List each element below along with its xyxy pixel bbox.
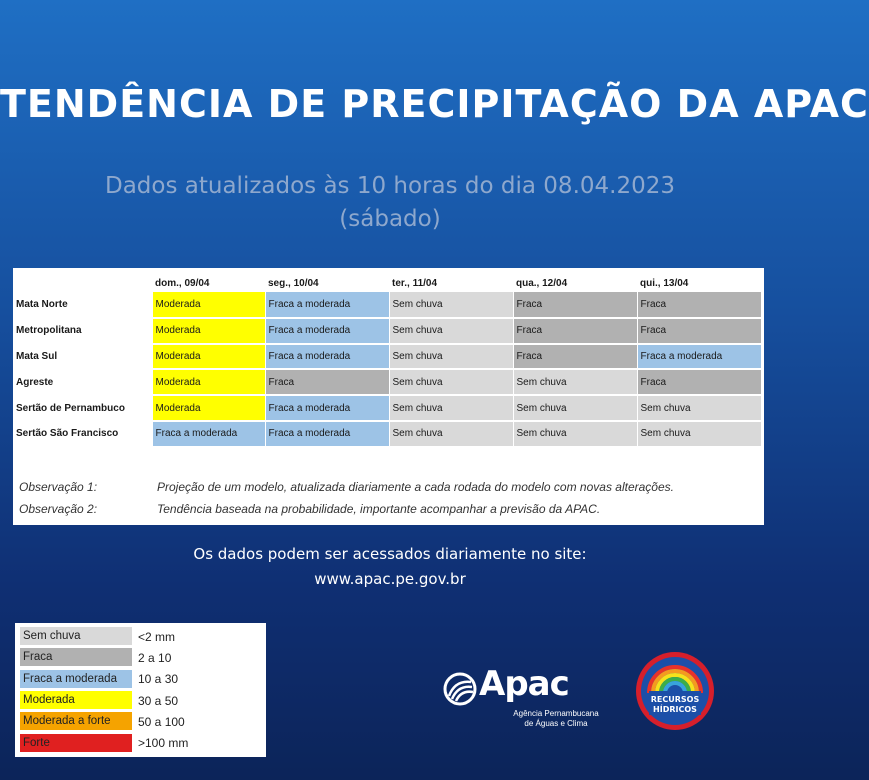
trend-cell: Sem chuva [513, 421, 637, 447]
trend-cell: Fraca a moderada [265, 395, 389, 421]
trend-cell: Sem chuva [389, 369, 513, 395]
legend-item [20, 732, 261, 753]
table-row [13, 395, 761, 421]
table-row [13, 292, 761, 318]
table-header-row [13, 274, 761, 292]
update-subtitle-line2: (sábado) [339, 206, 441, 232]
page-title: TENDÊNCIA DE PRECIPITAÇÃO DA APAC [0, 82, 869, 126]
update-subtitle [0, 170, 780, 236]
trend-cell: Fraca a moderada [152, 421, 265, 447]
trend-cell: Fraca [513, 292, 637, 318]
trend-cell: Fraca a moderada [637, 344, 761, 370]
site-note: Os dados podem ser acessados diariamente no site: [193, 545, 587, 563]
column-header: ter., 11/04 [392, 277, 438, 289]
legend-item [20, 647, 261, 668]
observation-text: Projeção de um modelo, atualizada diariamente a cada rodada do modelo com novas alterações. [157, 480, 674, 494]
legend-item [20, 690, 261, 711]
legend-swatch: Moderada [20, 691, 132, 710]
legend-item [20, 669, 261, 690]
observation-2 [19, 502, 600, 516]
trend-cell: Sem chuva [389, 421, 513, 447]
trend-cell: Moderada [152, 395, 265, 421]
apac-logo [443, 664, 613, 730]
region-label: Mata Norte [16, 299, 68, 311]
trend-cell: Fraca a moderada [265, 421, 389, 447]
observation-text: Tendência baseada na probabilidade, importante acompanhar a previsão da APAC. [157, 502, 601, 516]
trend-cell: Sem chuva [389, 318, 513, 344]
column-header: qua., 12/04 [516, 277, 568, 289]
column-header: dom., 09/04 [155, 277, 210, 289]
trend-cell: Sem chuva [513, 369, 637, 395]
trend-cell: Moderada [152, 318, 265, 344]
observation-label: Observação 2: [19, 502, 98, 516]
apac-subtitle-line2: de Águas e Clima [524, 719, 588, 728]
legend-range: 30 a 50 [138, 693, 179, 708]
trend-cell: Sem chuva [389, 344, 513, 370]
legend-range: 2 a 10 [138, 650, 172, 665]
apac-subtitle-line1: Agência Pernambucana [513, 709, 599, 718]
region-header [13, 274, 152, 292]
table-row [13, 318, 761, 344]
table-row [13, 344, 761, 370]
region-label: Sertão São Francisco [16, 428, 119, 440]
legend-item [20, 711, 261, 732]
legend-item [20, 626, 261, 647]
trend-cell: Moderada [152, 369, 265, 395]
trend-cell: Fraca [637, 318, 761, 344]
apac-name: Apac [479, 664, 569, 704]
legend-range: 50 a 100 [138, 714, 185, 729]
apac-swirl-icon [443, 672, 477, 706]
trend-cell: Fraca a moderada [265, 292, 389, 318]
trend-cell: Fraca a moderada [265, 318, 389, 344]
region-label: Mata Sul [16, 350, 58, 362]
legend-range: >100 mm [138, 736, 189, 751]
observation-1 [19, 480, 674, 494]
apac-subtitle [511, 709, 601, 729]
trend-cell: Fraca [265, 369, 389, 395]
column-header: qui., 13/04 [640, 277, 689, 289]
recursos-hidricos-badge [635, 651, 715, 731]
trend-cell: Moderada [152, 292, 265, 318]
table-row [13, 421, 761, 447]
region-label: Sertão de Pernambuco [16, 402, 125, 414]
trend-cell: Sem chuva [389, 395, 513, 421]
legend-swatch: Fraca a moderada [20, 670, 132, 689]
trend-cell: Moderada [152, 344, 265, 370]
trend-cell: Fraca [513, 344, 637, 370]
trend-cell: Sem chuva [637, 421, 761, 447]
table-row [13, 369, 761, 395]
legend-swatch: Moderada a forte [20, 712, 132, 731]
observation-label: Observação 1: [19, 480, 98, 494]
region-label: Metropolitana [16, 325, 82, 337]
legend-swatch: Fraca [20, 648, 132, 667]
badge-line1: RECURSOS [650, 695, 700, 704]
site-url[interactable]: www.apac.pe.gov.br [314, 570, 466, 588]
trend-panel [13, 268, 764, 525]
trend-cell: Fraca [513, 318, 637, 344]
legend-swatch: Forte [20, 734, 132, 753]
trend-cell: Fraca [637, 369, 761, 395]
trend-cell: Sem chuva [389, 292, 513, 318]
legend-range: <2 mm [138, 629, 176, 644]
update-subtitle-line1: Dados atualizados às 10 horas do dia 08.04.2023 [105, 173, 675, 199]
legend-box [15, 623, 266, 757]
trend-cell: Sem chuva [513, 395, 637, 421]
legend-range: 10 a 30 [138, 672, 179, 687]
column-header: seg., 10/04 [268, 277, 319, 289]
legend-swatch: Sem chuva [20, 627, 132, 646]
region-label: Agreste [16, 376, 54, 388]
trend-cell: Sem chuva [637, 395, 761, 421]
badge-line2: HÍDRICOS [653, 705, 697, 714]
trend-table [13, 274, 761, 448]
trend-cell: Fraca [637, 292, 761, 318]
trend-cell: Fraca a moderada [265, 344, 389, 370]
